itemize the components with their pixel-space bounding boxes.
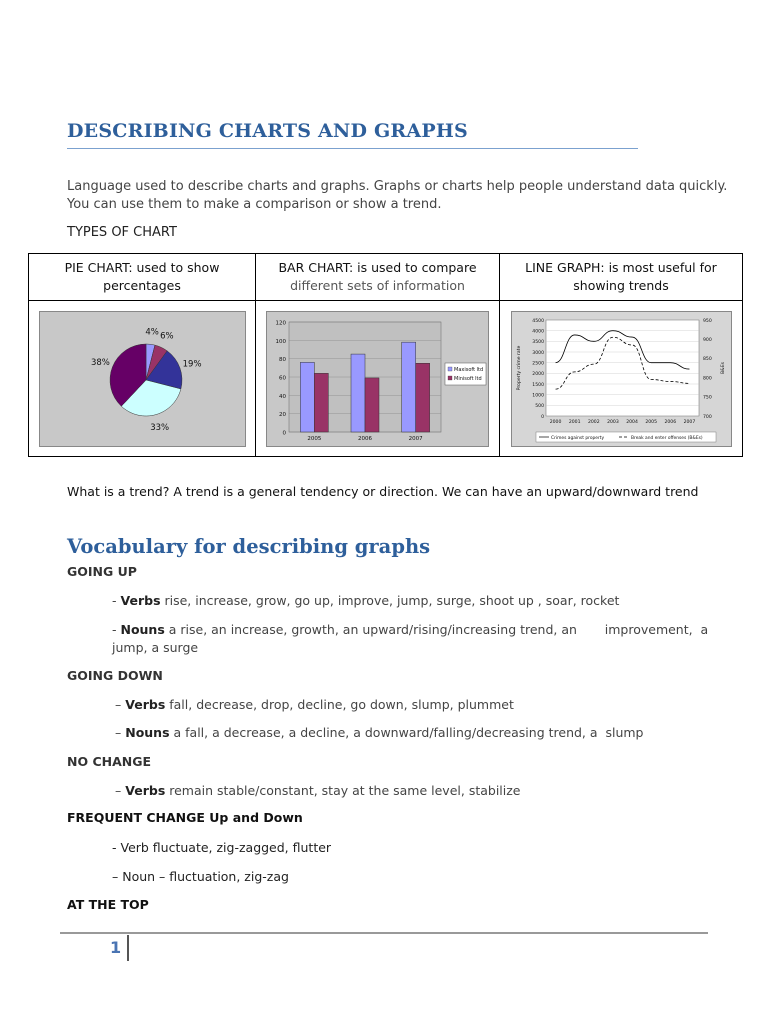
- going-up-nouns: [112, 621, 708, 639]
- verbs-label: Verbs: [125, 783, 166, 798]
- intro-paragraph: Language used to describe charts and graphs. Graphs or charts help people understand data quickly. You can use them to make a comparison or show a trend.: [67, 179, 728, 212]
- pie-slice-label: 19%: [182, 358, 202, 369]
- at-the-top-heading: AT THE TOP: [67, 897, 149, 912]
- line-graph: [512, 312, 731, 446]
- x-tick-label: 2002: [587, 419, 600, 425]
- pie-chart-cell: [29, 301, 256, 457]
- line-graph-cell: [500, 301, 743, 457]
- bar: [402, 342, 416, 432]
- y-tick-label: 20: [279, 411, 286, 418]
- nouns-text: a rise, an increase, growth, an upward/rising/increasing trend, an improvement, a: [164, 622, 709, 637]
- y-tick-label: 2500: [531, 360, 544, 366]
- x-tick-label: 2004: [625, 419, 638, 425]
- y-tick-label: 3000: [531, 350, 544, 356]
- going-down-nouns: [115, 724, 644, 742]
- page-number: 1: [110, 938, 122, 957]
- bar: [300, 362, 314, 432]
- legend: [536, 432, 716, 442]
- line-graph-panel: [511, 311, 732, 447]
- x-tick-label: 2001: [568, 419, 581, 425]
- bar: [314, 373, 328, 432]
- verbs-text: remain stable/constant, stay at the same level, stabilize: [165, 783, 521, 798]
- bar-header-line1: BAR CHART: is used to compare: [278, 260, 477, 275]
- bullet: –: [115, 697, 126, 712]
- pie-slice-label: 6%: [159, 331, 174, 342]
- frequent-noun: – Noun – fluctuation, zig-zag: [112, 869, 289, 884]
- x-tick-label: 2007: [408, 435, 423, 442]
- x-tick-label: 2005: [644, 419, 657, 425]
- y-tick-label: 0: [540, 414, 544, 420]
- pie-slice-label: 38%: [90, 357, 110, 368]
- x-tick-label: 2003: [606, 419, 619, 425]
- going-up-nouns-cont: jump, a surge: [112, 640, 199, 655]
- y-tick-label: 120: [275, 320, 286, 326]
- y2-tick-label: 700: [702, 414, 712, 420]
- line-graph-header: [500, 254, 743, 301]
- bar-chart-header: [256, 254, 500, 301]
- y2-tick-label: 950: [702, 318, 712, 324]
- pie-slice-label: 33%: [149, 422, 169, 433]
- bullet: -: [112, 593, 121, 608]
- y-tick-label: 80: [279, 356, 286, 363]
- bar-chart-cell: [256, 301, 500, 457]
- bar-chart: [267, 312, 488, 446]
- y-tick-label: 2000: [531, 371, 544, 377]
- pie-chart-panel: [39, 311, 246, 447]
- y-tick-label: 500: [534, 403, 544, 409]
- bullet: –: [115, 783, 126, 798]
- verbs-label: Verbs: [125, 697, 166, 712]
- legend-label: Maxisoft ltd: [454, 366, 484, 373]
- legend-label: Minisoft ltd: [454, 375, 482, 382]
- y-tick-label: 3500: [531, 339, 544, 345]
- pie-chart: [40, 312, 245, 446]
- y-tick-label: 4000: [531, 328, 544, 334]
- nouns-text: a fall, a decrease, a decline, a downward/falling/decreasing trend, a slump: [169, 725, 644, 740]
- pie-slice-label: 4%: [144, 326, 159, 337]
- x-tick-label: 2006: [663, 419, 676, 425]
- pie-chart-header: [29, 254, 256, 301]
- going-up-heading: GOING UP: [67, 564, 137, 579]
- legend-label: Crimes against property: [550, 435, 604, 441]
- y-tick-label: 40: [279, 393, 286, 400]
- chart-types-table: [28, 253, 743, 457]
- title-underline: [67, 148, 638, 149]
- y2-tick-label: 900: [702, 337, 712, 343]
- document-title: DESCRIBING CHARTS AND GRAPHS: [67, 120, 468, 142]
- types-of-chart-label: TYPES OF CHART: [67, 225, 177, 240]
- bar: [416, 363, 430, 432]
- y2-axis-label: B&Es: [720, 361, 726, 374]
- frequent-change-heading: FREQUENT CHANGE Up and Down: [67, 810, 303, 825]
- y2-tick-label: 850: [702, 356, 712, 362]
- going-up-verbs: [112, 592, 619, 610]
- y2-tick-label: 800: [702, 375, 712, 381]
- y-tick-label: 60: [279, 375, 286, 381]
- bar: [365, 377, 379, 431]
- legend-label: Break and enter offenses (B&Es): [630, 435, 703, 441]
- verbs-label: Verbs: [120, 593, 161, 608]
- y-axis-label: Property crime rate: [516, 345, 522, 390]
- going-down-heading: GOING DOWN: [67, 668, 163, 683]
- bullet: –: [115, 725, 126, 740]
- legend-swatch: [448, 376, 452, 380]
- y-tick-label: 1000: [531, 392, 544, 398]
- bullet: -: [112, 622, 121, 637]
- going-down-verbs: [115, 696, 514, 714]
- x-tick-label: 2007: [683, 419, 695, 425]
- trend-question: What is a trend? A trend is a general tendency or direction. We can have an upward/downward trend: [67, 484, 699, 499]
- pie-header-text: PIE CHART: used to show percentages: [64, 260, 220, 293]
- y-tick-label: 4500: [531, 318, 544, 324]
- page-number-bar: [127, 935, 129, 961]
- nouns-label: Nouns: [120, 622, 165, 637]
- y-tick-label: 1500: [531, 382, 544, 388]
- no-change-verbs: [115, 782, 521, 800]
- frequent-verb: - Verb fluctuate, zig-zagged, flutter: [112, 840, 332, 855]
- y2-tick-label: 750: [702, 395, 712, 401]
- bar: [351, 354, 365, 432]
- y-tick-label: 0: [282, 430, 286, 436]
- x-tick-label: 2006: [358, 435, 372, 442]
- nouns-label: Nouns: [125, 725, 170, 740]
- footer-rule: [60, 932, 708, 934]
- x-tick-label: 2005: [307, 435, 322, 442]
- bar-header-line2: different sets of information: [290, 278, 465, 293]
- no-change-heading: NO CHANGE: [67, 754, 152, 769]
- verbs-text: rise, increase, grow, go up, improve, jump, surge, shoot up , soar, rocket: [160, 593, 620, 608]
- y-tick-label: 100: [275, 338, 286, 345]
- bar-chart-panel: [266, 311, 489, 447]
- legend-swatch: [448, 367, 452, 371]
- x-tick-label: 2000: [549, 419, 561, 425]
- legend: [445, 363, 486, 385]
- vocab-heading: Vocabulary for describing graphs: [67, 535, 431, 558]
- line-header-text: LINE GRAPH: is most useful for showing trends: [525, 260, 717, 293]
- verbs-text: fall, decrease, drop, decline, go down, slump, plummet: [165, 697, 514, 712]
- plot-area: [546, 320, 699, 416]
